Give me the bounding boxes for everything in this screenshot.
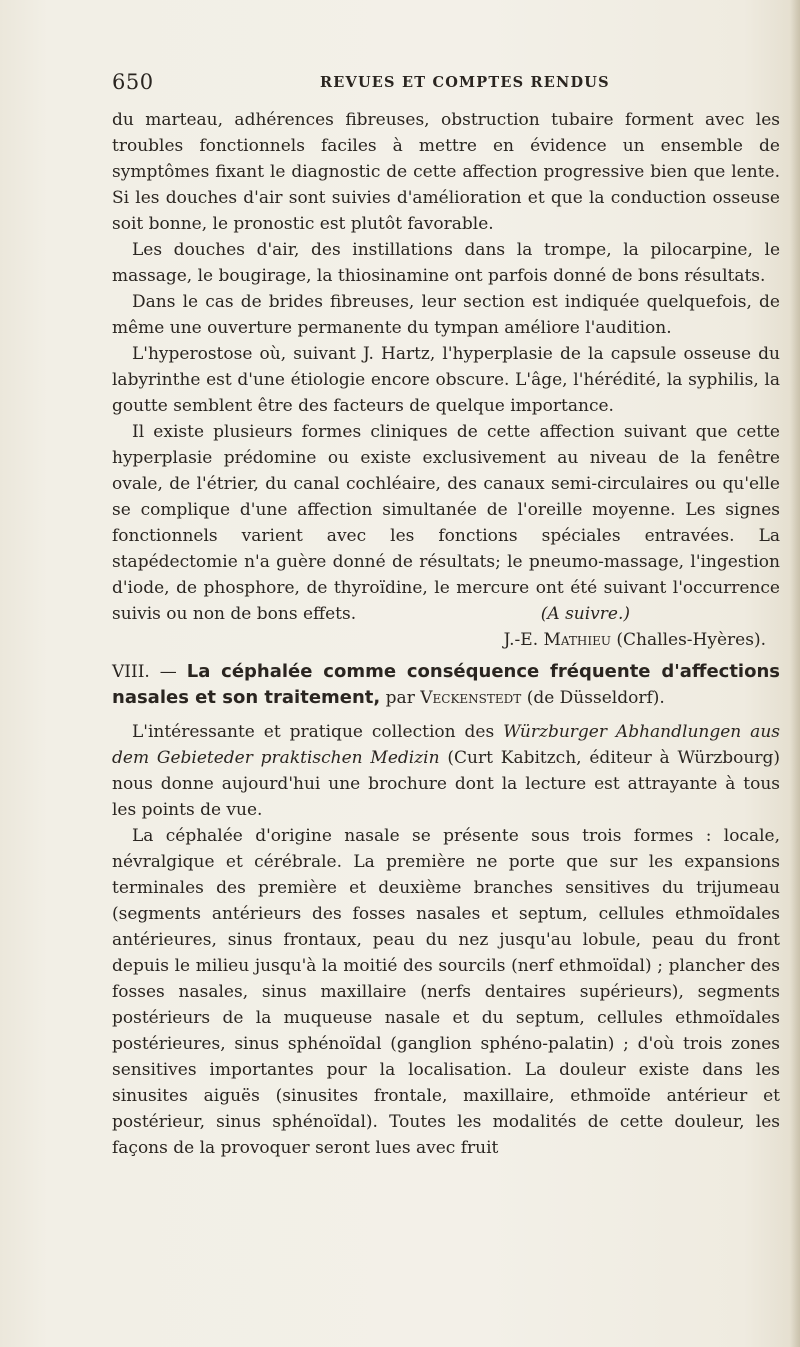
section-number: VIII. — <box>112 662 177 682</box>
section-author: Veckenstedt <box>420 688 522 708</box>
paragraph: Les douches d'air, des instillations dans la trompe, la pilocarpine, le massage, le bougirage, la thiosinamine ont parfois donné de bons résultats. <box>112 240 780 286</box>
section-heading <box>112 659 780 711</box>
author-place: (Challes-Hyères). <box>616 630 766 650</box>
page-header <box>112 70 780 100</box>
section-title: La céphalée comme conséquence fréquente d'affections nasales et son traitement, <box>112 661 780 708</box>
collection-title: Würzburger Abhandlungen aus dem Gebieteder praktischen Medizin <box>112 722 780 768</box>
paragraph: Dans le cas de brides fibreuses, leur section est indiquée quelquefois, de même une ouverture permanente du tympan améliore l'audition. <box>112 292 780 338</box>
section-by: par <box>385 688 415 708</box>
paragraph: L'intéressante et pratique collection des Würzburger Abhandlungen aus dem Gebieteder praktischen Medizin (Curt Kabitzch, éditeur à Würzbourg) nous donne aujourd'hui une brochure dont la lecture est attrayante à tous les points de vue. <box>112 722 781 820</box>
paragraph: L'hyperostose où, suivant J. Hartz, l'hyperplasie de la capsule osseuse du labyrinthe est d'une étiologie encore obscure. L'âge, l'hérédité, la syphilis, la goutte semblent être des facteurs de quelque importance. <box>112 344 780 416</box>
to-be-continued: (A suivre.) <box>540 604 630 624</box>
page-number: 650 <box>112 70 154 94</box>
paragraph: La céphalée d'origine nasale se présente sous trois formes : locale, névralgique et cérébrale. La première ne porte que sur les expansions terminales des première et deuxième branches sensitives du trijumeau (segments antérieurs des fosses nasales et septum, cellules ethmoïdales antérieures, sinus frontaux, peau du nez jusqu'au lobule, peau du front depuis le milieu jusqu'à la moitié des sourcils (nerf ethmoïdal) ; plancher des fosses nasales, sinus maxillaire (nerfs dentaires supérieurs), segments postérieurs de la muqueuse nasale et du septum, cellules ethmoïdales postérieures, sinus sphénoïdal (ganglion sphéno-palatin) ; d'où trois zones sensitives importantes pour la localisation. La douleur existe dans les sinusites aiguës (sinusites frontale, maxillaire, ethmoïde antérieur et postérieur, sinus sphénoïdal). Toutes les modalités de cette douleur, les façons de la provoquer seront lues avec fruit <box>112 826 780 1158</box>
running-head: REVUES ET COMPTES RENDUS <box>320 74 610 91</box>
section-author-place: (de Düsseldorf). <box>526 688 665 708</box>
article-body <box>112 107 780 1161</box>
author-name: J.-E. Mathieu <box>503 630 612 650</box>
paragraph: Il existe plusieurs formes cliniques de cette affection suivant que cette hyperplasie prédomine ou existe exclusivement au niveau de la fenêtre ovale, de l'étrier, du canal cochléaire, des canaux semi-circulaires ou qu'elle se complique d'une affection simultanée de l'oreille moyenne. Les signes fonctionnels varient avec les fonctions spéciales entravées. La stapédectomie n'a guère donné de résultats; le pneumo-massage, l'ingestion d'iode, de phosphore, de thyroïdine, le mercure ont été suivant l'occurrence suivis ou non de bons effets. <box>112 422 780 624</box>
signature <box>112 627 780 653</box>
page-edge-shadow <box>790 0 800 1347</box>
paragraph: du marteau, adhérences fibreuses, obstruction tubaire forment avec les troubles fonctionnels faciles à mettre en évidence un ensemble de symptômes fixant le diagnostic de cette affection progressive bien que lente. Si les douches d'air sont suivies d'amélioration et que la conduction osseuse soit bonne, le pronostic est plutôt favorable. <box>112 110 780 234</box>
